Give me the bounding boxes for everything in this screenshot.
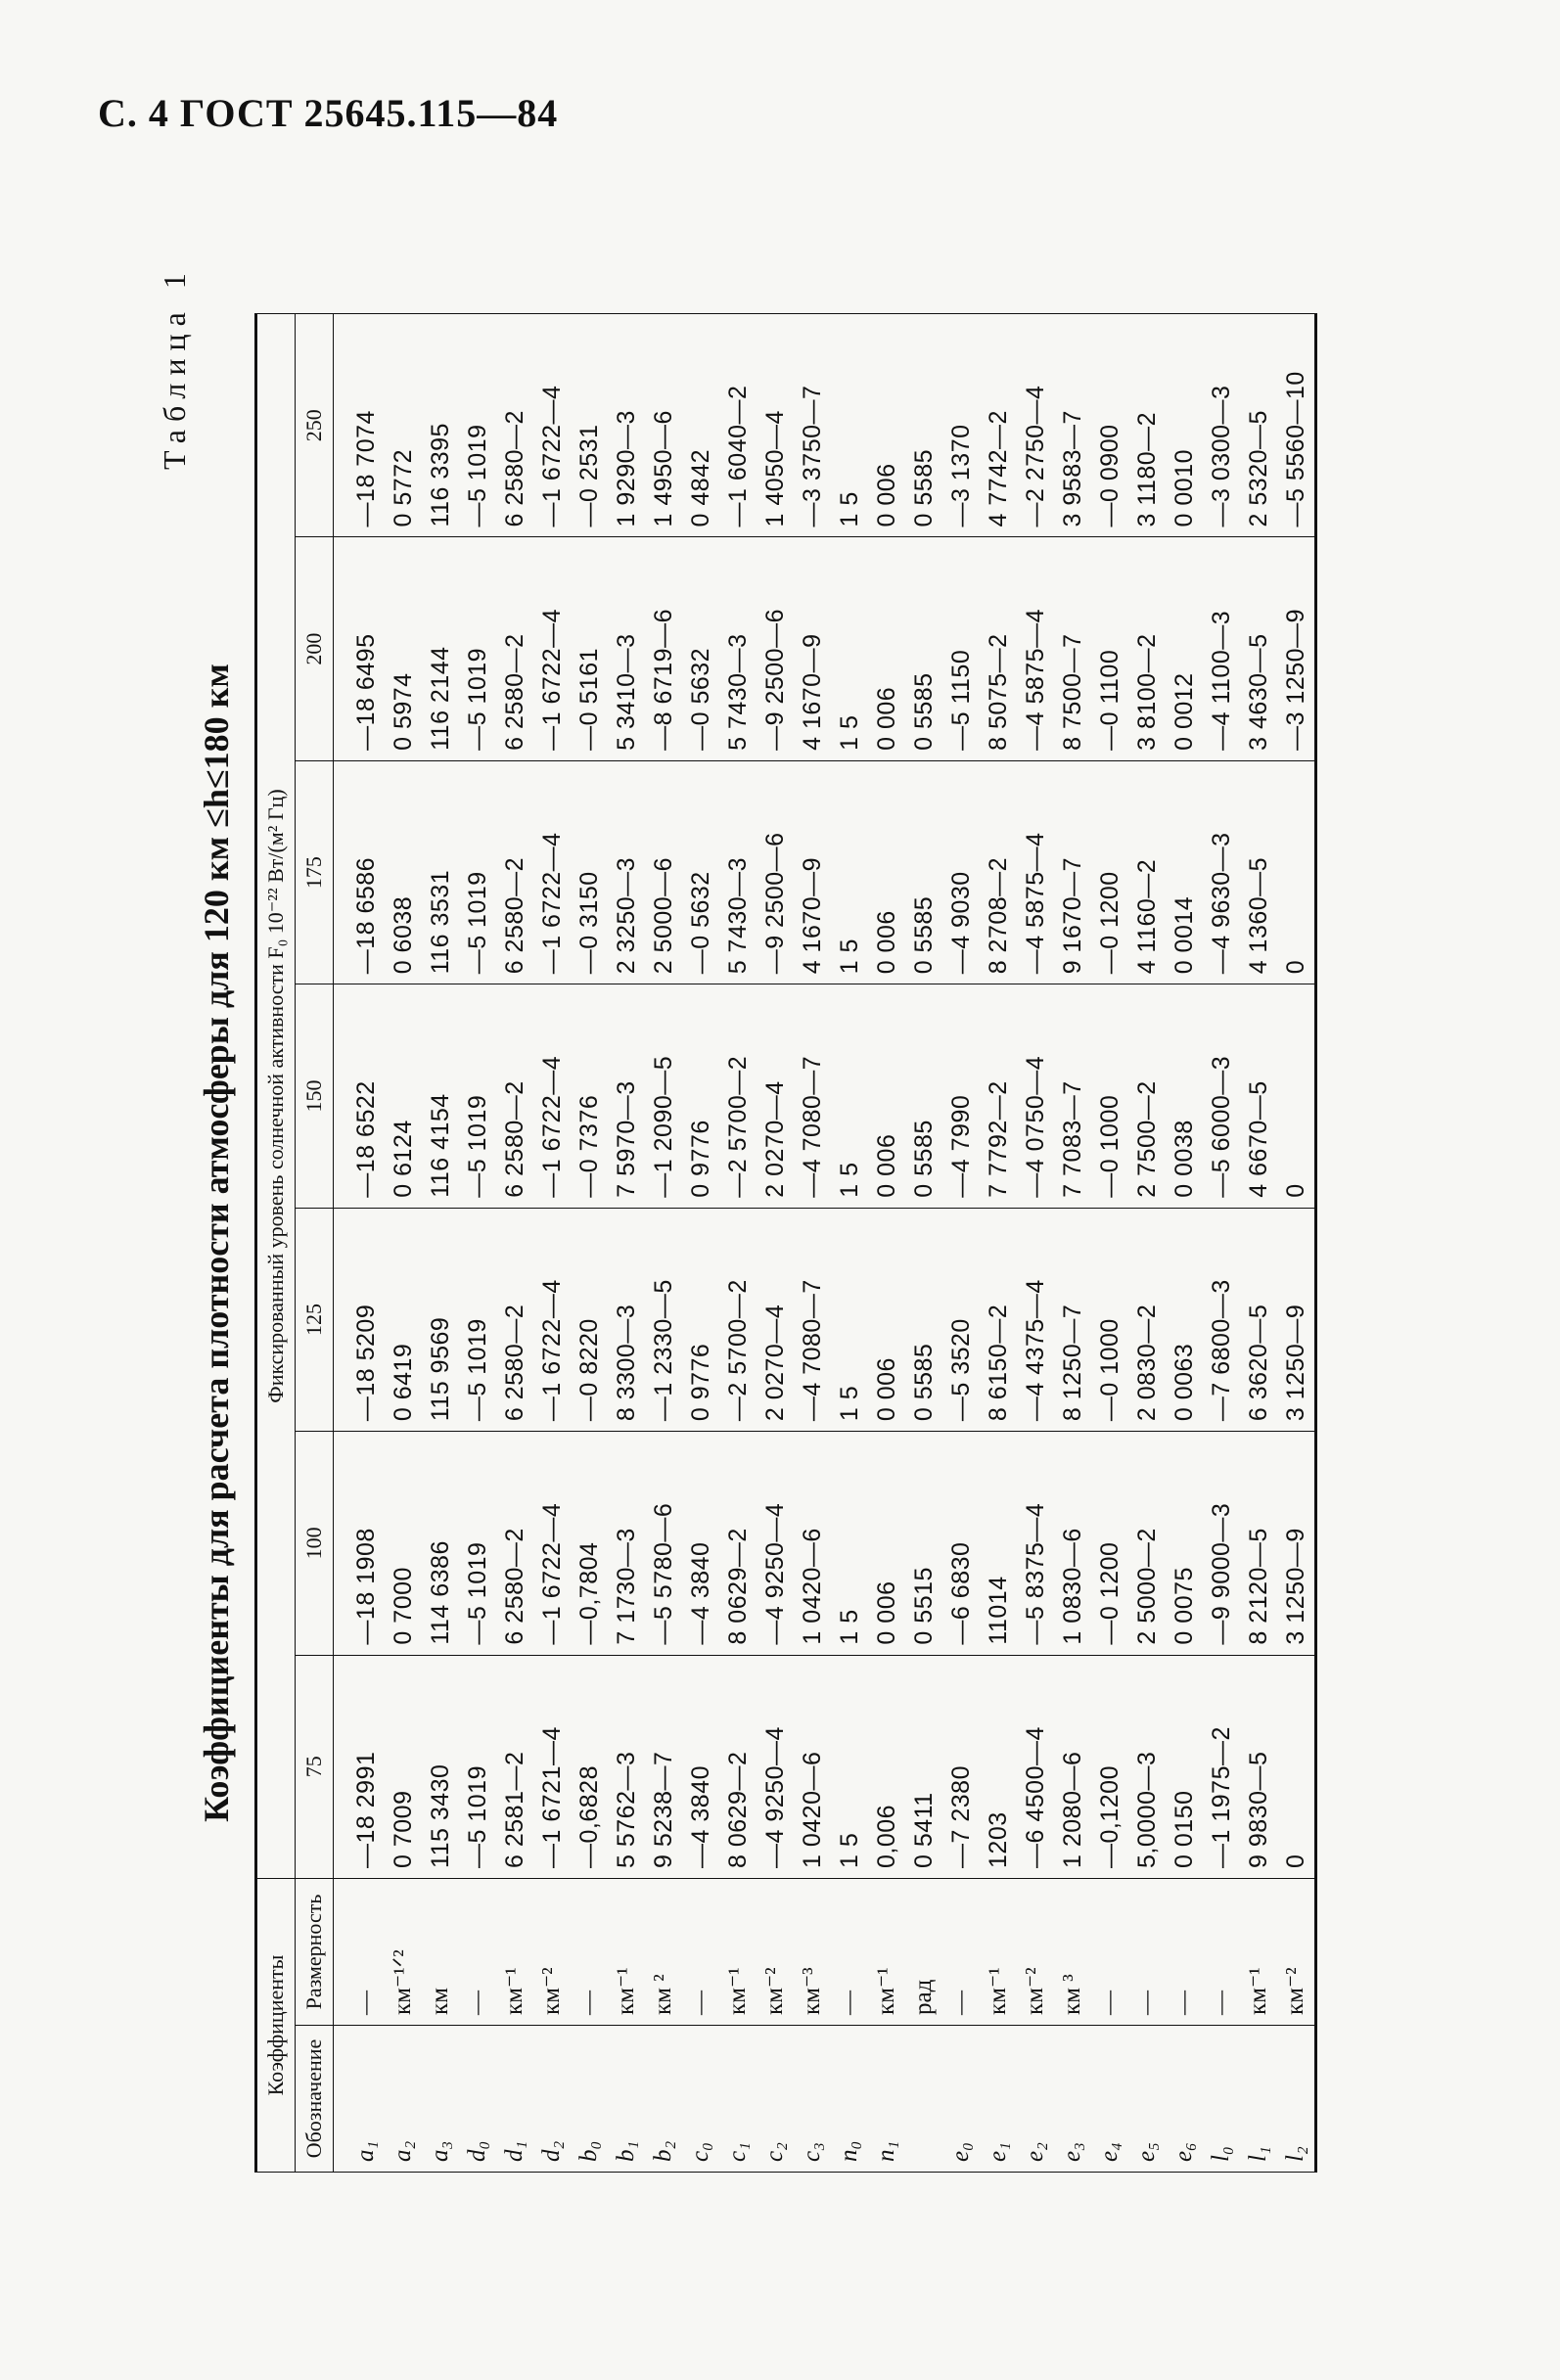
coef-value: —4 7080—7 <box>794 984 831 1208</box>
coef-value: —4 9030 <box>942 760 980 984</box>
coef-value: 0 5585 <box>905 1208 942 1431</box>
header-flux-150: 150 <box>296 984 334 1208</box>
coef-value: 8 0629—2 <box>719 1655 757 1878</box>
coef-value: 11014 <box>980 1432 1017 1655</box>
coef-value: 4 1360—5 <box>1240 760 1277 984</box>
coef-dimension: — <box>1128 1878 1166 2025</box>
coef-value: 0 0014 <box>1166 760 1203 984</box>
coef-value: —4 7990 <box>942 984 980 1208</box>
coef-value: 0 <box>1277 760 1316 984</box>
coef-symbol: c₂ <box>757 2026 794 2173</box>
coef-symbol: e₀ <box>942 2026 980 2173</box>
header-flux-100: 100 <box>296 1432 334 1655</box>
coefficients-table <box>254 313 1317 2173</box>
coef-value: —5 6000—3 <box>1203 984 1240 1208</box>
coef-value: 6 2580—2 <box>496 1432 533 1655</box>
coef-dimension: км⁻¹ <box>608 1878 645 2025</box>
coef-value: 4 6670—5 <box>1240 984 1277 1208</box>
coef-value: 0 0038 <box>1166 984 1203 1208</box>
coef-value: 116 3395 <box>422 314 459 537</box>
coef-symbol: l₀ <box>1203 2026 1240 2173</box>
coef-value: —1 6722—4 <box>533 314 571 537</box>
coef-value: 116 4154 <box>422 984 459 1208</box>
table-row <box>1277 314 1316 2173</box>
table-row <box>459 314 496 2173</box>
coef-value: 6 2581—2 <box>496 1655 533 1878</box>
table-row <box>1017 314 1054 2173</box>
coef-dimension: — <box>1166 1878 1203 2025</box>
coef-value: —4 3840 <box>682 1655 719 1878</box>
coef-value: 5 5762—3 <box>608 1655 645 1878</box>
coef-value: 0 0075 <box>1166 1432 1203 1655</box>
table-row <box>422 314 459 2173</box>
coef-value: 2 0830—2 <box>1128 1208 1166 1431</box>
coef-value: —3 0300—3 <box>1203 314 1240 537</box>
coef-value: —5 1019 <box>459 1432 496 1655</box>
coef-value: 116 3531 <box>422 760 459 984</box>
coef-value: —6 4500—4 <box>1017 1655 1054 1878</box>
coef-value: —0 3150 <box>571 760 608 984</box>
coef-value: 1 4050—4 <box>757 314 794 537</box>
coef-value: —0 1100 <box>1091 537 1128 760</box>
coef-value: 6 2580—2 <box>496 760 533 984</box>
coef-value: —1 2330—5 <box>645 1208 682 1431</box>
coef-value: 8 7500—7 <box>1054 537 1091 760</box>
rotated-table-area <box>157 215 1409 2173</box>
coef-value: 3 4630—5 <box>1240 537 1277 760</box>
coef-symbol: e₃ <box>1054 2026 1091 2173</box>
coef-value: —0 7376 <box>571 984 608 1208</box>
coef-value: —5 1019 <box>459 1208 496 1431</box>
coef-value: 3 8100—2 <box>1128 537 1166 760</box>
coef-dimension: км⁻² <box>1017 1878 1054 2025</box>
coef-value: 0 5585 <box>905 314 942 537</box>
header-designation: Обозначение <box>296 2026 334 2173</box>
coef-value: 1 4950—6 <box>645 314 682 537</box>
coef-dimension: км <box>422 1878 459 2025</box>
coef-value: —1 6722—4 <box>533 984 571 1208</box>
table-label: Таблица 1 <box>157 265 192 470</box>
table-row <box>1128 314 1166 2173</box>
coef-value: 0 6124 <box>385 984 422 1208</box>
coef-value: 0 006 <box>868 984 905 1208</box>
coef-value: 2 0270—4 <box>757 1208 794 1431</box>
coef-value: —9 2500—6 <box>757 760 794 984</box>
coef-value: 2 5000—2 <box>1128 1432 1166 1655</box>
table-row <box>682 314 719 2173</box>
coef-dimension: км⁻¹ <box>1240 1878 1277 2025</box>
coef-value: —5 5780—6 <box>645 1432 682 1655</box>
coef-value: 0 4842 <box>682 314 719 537</box>
coef-value: —8 6719—6 <box>645 537 682 760</box>
coef-value: —18 6522 <box>334 984 386 1208</box>
coef-value: 8 3300—3 <box>608 1208 645 1431</box>
coef-value: 2 0270—4 <box>757 984 794 1208</box>
coef-value: —1 2090—5 <box>645 984 682 1208</box>
coef-dimension: — <box>459 1878 496 2025</box>
coef-value: 1 0420—6 <box>794 1432 831 1655</box>
coef-value: 1 5 <box>831 1208 868 1431</box>
coef-value: —4 9250—4 <box>757 1655 794 1878</box>
coef-value: 3 1250—9 <box>1277 1208 1316 1431</box>
coef-value: —9 9000—3 <box>1203 1432 1240 1655</box>
coef-value: —18 6586 <box>334 760 386 984</box>
table-row <box>757 314 794 2173</box>
coef-value: —7 6800—3 <box>1203 1208 1240 1431</box>
coef-symbol: b₁ <box>608 2026 645 2173</box>
header-coefficients: Коэффициенты <box>256 1878 296 2172</box>
coef-value: —0 5161 <box>571 537 608 760</box>
table-row <box>608 314 645 2173</box>
coef-dimension: км⁻² <box>533 1878 571 2025</box>
coef-value: 0 006 <box>868 314 905 537</box>
coef-value: 3 1250—9 <box>1277 1432 1316 1655</box>
table-row <box>1091 314 1128 2173</box>
coef-value: —0 0900 <box>1091 314 1128 537</box>
coef-value: 0 5515 <box>905 1432 942 1655</box>
table-row <box>980 314 1017 2173</box>
coef-symbol: d₁ <box>496 2026 533 2173</box>
table-row <box>645 314 682 2173</box>
table-row <box>533 314 571 2173</box>
coef-value: —4 4375—4 <box>1017 1208 1054 1431</box>
coef-value: 4 1670—9 <box>794 537 831 760</box>
coef-value: —18 5209 <box>334 1208 386 1431</box>
table-row <box>571 314 608 2173</box>
coef-symbol: e₆ <box>1166 2026 1203 2173</box>
coef-value: 2 3250—3 <box>608 760 645 984</box>
coef-value: —0 1000 <box>1091 1208 1128 1431</box>
coef-value: —0 2531 <box>571 314 608 537</box>
coef-dimension: км⁻³ <box>794 1878 831 2025</box>
coef-symbol: d₂ <box>533 2026 571 2173</box>
coef-value: 6 2580—2 <box>496 537 533 760</box>
coef-value: —4 0750—4 <box>1017 984 1054 1208</box>
coef-value: —5 3520 <box>942 1208 980 1431</box>
table-title: Коэффициенты для расчета плотности атмосферы для 120 км ≤h≤180 км <box>197 664 236 1822</box>
coef-dimension: — <box>334 1878 386 2025</box>
coef-value: 116 2144 <box>422 537 459 760</box>
coef-value: 8 2120—5 <box>1240 1432 1277 1655</box>
coef-value: —5 1019 <box>459 537 496 760</box>
coef-value: 0 006 <box>868 537 905 760</box>
coef-value: —2 5700—2 <box>719 984 757 1208</box>
coef-value: —4 5875—4 <box>1017 537 1054 760</box>
coef-symbol: e₁ <box>980 2026 1017 2173</box>
header-flux-75: 75 <box>296 1655 334 1878</box>
coef-value: —4 9630—3 <box>1203 760 1240 984</box>
coef-dimension: км⁻¹ᐟ² <box>385 1878 422 2025</box>
coef-value: 1 0830—6 <box>1054 1432 1091 1655</box>
header-flux-250: 250 <box>296 314 334 537</box>
coef-symbol: l₂ <box>1277 2026 1316 2173</box>
coef-value: —5 1019 <box>459 1655 496 1878</box>
coef-value: 2 5000—6 <box>645 760 682 984</box>
coef-value: 7 1730—3 <box>608 1432 645 1655</box>
coef-value: 1 5 <box>831 537 868 760</box>
table-row <box>1166 314 1203 2173</box>
coef-symbol: c₁ <box>719 2026 757 2173</box>
coef-value: —0 5632 <box>682 760 719 984</box>
coef-value: 0 6038 <box>385 760 422 984</box>
coef-value: 6 2580—2 <box>496 1208 533 1431</box>
coef-value: 0 006 <box>868 1432 905 1655</box>
coef-value: 1 5 <box>831 1432 868 1655</box>
coef-value: —5 1019 <box>459 314 496 537</box>
coef-symbol: c₀ <box>682 2026 719 2173</box>
coef-value: 3 1180—2 <box>1128 314 1166 537</box>
table-row <box>831 314 868 2173</box>
coef-value: 5 7430—3 <box>719 537 757 760</box>
coef-value: —5 1019 <box>459 984 496 1208</box>
coef-dimension: км ² <box>645 1878 682 2025</box>
header-flux-level: Фиксированный уровень солнечной активности F₀ 10⁻²² Вт/(м² Гц) <box>256 314 296 1879</box>
coef-value: —2 2750—4 <box>1017 314 1054 537</box>
table-row <box>385 314 422 2173</box>
coef-symbol: a₂ <box>385 2026 422 2173</box>
coef-value: 0 006 <box>868 760 905 984</box>
coef-value: 3 9583—7 <box>1054 314 1091 537</box>
coef-value: —3 1370 <box>942 314 980 537</box>
coef-value: —1 6722—4 <box>533 537 571 760</box>
coef-value: —5 5560—10 <box>1277 314 1316 537</box>
coef-value: 7 7083—7 <box>1054 984 1091 1208</box>
coef-value: —0 5632 <box>682 537 719 760</box>
coef-value: 6 3620—5 <box>1240 1208 1277 1431</box>
coef-value: 4 1160—2 <box>1128 760 1166 984</box>
coef-value: —18 6495 <box>334 537 386 760</box>
coef-value: 1 2080—6 <box>1054 1655 1091 1878</box>
coef-value: 9 5238—7 <box>645 1655 682 1878</box>
header-dimension: Размерность <box>296 1878 334 2025</box>
coef-value: 0 0150 <box>1166 1655 1203 1878</box>
coef-value: 4 1670—9 <box>794 760 831 984</box>
coef-value: 0 5585 <box>905 760 942 984</box>
coef-value: 6 2580—2 <box>496 314 533 537</box>
coef-value: —1 6721—4 <box>533 1655 571 1878</box>
coef-value: —1 6722—4 <box>533 1208 571 1431</box>
coef-value: 8 1250—7 <box>1054 1208 1091 1431</box>
coef-value: 1 5 <box>831 984 868 1208</box>
coef-value: —1 6040—2 <box>719 314 757 537</box>
coef-value: 114 6386 <box>422 1432 459 1655</box>
coef-symbol: a₁ <box>334 2026 386 2173</box>
coef-value: 6 2580—2 <box>496 984 533 1208</box>
coef-value: —1 6722—4 <box>533 1432 571 1655</box>
coef-dimension: рад <box>905 1878 942 2025</box>
coef-value: 0 0063 <box>1166 1208 1203 1431</box>
coef-value: 9 1670—7 <box>1054 760 1091 984</box>
header-flux-175: 175 <box>296 760 334 984</box>
coef-value: —5 1150 <box>942 537 980 760</box>
coef-symbol: a₃ <box>422 2026 459 2173</box>
coef-value: —5 8375—4 <box>1017 1432 1054 1655</box>
coef-symbol: n₁ <box>868 2026 905 2173</box>
coef-dimension: — <box>831 1878 868 2025</box>
table-row <box>794 314 831 2173</box>
coef-symbol: e₅ <box>1128 2026 1166 2173</box>
coef-value: —0 1000 <box>1091 984 1128 1208</box>
coef-value: —0,1200 <box>1091 1655 1128 1878</box>
coef-value: 8 6150—2 <box>980 1208 1017 1431</box>
coef-symbol: e₄ <box>1091 2026 1128 2173</box>
coef-value: 8 2708—2 <box>980 760 1017 984</box>
coef-value: —7 2380 <box>942 1655 980 1878</box>
coef-value: 1 0420—6 <box>794 1655 831 1878</box>
coef-value: 0 9776 <box>682 1208 719 1431</box>
coef-value: 1 5 <box>831 1655 868 1878</box>
coef-value: —0 8220 <box>571 1208 608 1431</box>
coef-value: —0 1200 <box>1091 1432 1128 1655</box>
coef-value: 0 9776 <box>682 984 719 1208</box>
coef-value: —0,7804 <box>571 1432 608 1655</box>
coef-value: —1 6722—4 <box>533 760 571 984</box>
coef-symbol: b₀ <box>571 2026 608 2173</box>
coef-dimension: км ³ <box>1054 1878 1091 2025</box>
coef-value: 5,0000—3 <box>1128 1655 1166 1878</box>
coef-dimension: км⁻¹ <box>980 1878 1017 2025</box>
coef-dimension: км⁻² <box>1277 1878 1316 2025</box>
coef-value: —9 2500—6 <box>757 537 794 760</box>
coef-symbol: n₀ <box>831 2026 868 2173</box>
coef-value: 1 5 <box>831 314 868 537</box>
coef-value: —18 2991 <box>334 1655 386 1878</box>
coef-value: —3 1250—9 <box>1277 537 1316 760</box>
coef-value: —0 1200 <box>1091 760 1128 984</box>
coef-value: 5 3410—3 <box>608 537 645 760</box>
table-row <box>1054 314 1091 2173</box>
coef-symbol: b₂ <box>645 2026 682 2173</box>
coef-value: 7 7792—2 <box>980 984 1017 1208</box>
coef-value: 8 0629—2 <box>719 1432 757 1655</box>
coef-symbol: e₂ <box>1017 2026 1054 2173</box>
header-flux-200: 200 <box>296 537 334 760</box>
header-flux-125: 125 <box>296 1208 334 1431</box>
coef-value: 0 7000 <box>385 1432 422 1655</box>
coef-value: 1 9290—3 <box>608 314 645 537</box>
coef-value: 115 3430 <box>422 1655 459 1878</box>
coef-dimension: — <box>682 1878 719 2025</box>
table-row <box>905 314 942 2173</box>
table-row <box>1203 314 1240 2173</box>
coef-value: 4 7742—2 <box>980 314 1017 537</box>
coef-value: 0 006 <box>868 1208 905 1431</box>
table-row <box>334 314 386 2173</box>
coef-value: —5 1019 <box>459 760 496 984</box>
coef-value: 0 <box>1277 984 1316 1208</box>
coef-value: 0,006 <box>868 1655 905 1878</box>
coef-value: 2 5320—5 <box>1240 314 1277 537</box>
coef-value: 0 6419 <box>385 1208 422 1431</box>
table-row <box>1240 314 1277 2173</box>
coef-value: 8 5075—2 <box>980 537 1017 760</box>
table-row <box>942 314 980 2173</box>
table-row <box>868 314 905 2173</box>
coef-value: —4 9250—4 <box>757 1432 794 1655</box>
coef-value: 0 0010 <box>1166 314 1203 537</box>
coef-value: —0,6828 <box>571 1655 608 1878</box>
coef-value: 5 7430—3 <box>719 760 757 984</box>
page-header: С. 4 ГОСТ 25645.115—84 <box>98 91 559 135</box>
coef-value: 115 9569 <box>422 1208 459 1431</box>
coef-dimension: — <box>571 1878 608 2025</box>
coef-dimension: км⁻¹ <box>496 1878 533 2025</box>
coef-value: —6 6830 <box>942 1432 980 1655</box>
coef-value: —3 3750—7 <box>794 314 831 537</box>
coef-value: —4 5875—4 <box>1017 760 1054 984</box>
coef-value: —4 7080—7 <box>794 1208 831 1431</box>
coef-dimension: км⁻¹ <box>868 1878 905 2025</box>
coef-value: 1203 <box>980 1655 1017 1878</box>
coef-value: 7 5970—3 <box>608 984 645 1208</box>
coef-dimension: км⁻¹ <box>719 1878 757 2025</box>
coef-symbol: l₁ <box>1240 2026 1277 2173</box>
coef-value: 0 7009 <box>385 1655 422 1878</box>
coef-value: 9 9830—5 <box>1240 1655 1277 1878</box>
coef-value: 0 5411 <box>905 1655 942 1878</box>
coef-dimension: — <box>1203 1878 1240 2025</box>
coef-value: 2 7500—2 <box>1128 984 1166 1208</box>
coef-value: —4 3840 <box>682 1432 719 1655</box>
coef-value: 1 5 <box>831 760 868 984</box>
coef-value: —18 7074 <box>334 314 386 537</box>
table-row <box>719 314 757 2173</box>
coef-symbol: c₃ <box>794 2026 831 2173</box>
coef-value: —4 1100—3 <box>1203 537 1240 760</box>
coef-value: —2 5700—2 <box>719 1208 757 1431</box>
coef-value: 0 5772 <box>385 314 422 537</box>
table-row <box>496 314 533 2173</box>
coef-dimension: км⁻² <box>757 1878 794 2025</box>
coef-dimension: — <box>1091 1878 1128 2025</box>
coef-value: 0 5974 <box>385 537 422 760</box>
coef-value: —18 1908 <box>334 1432 386 1655</box>
coef-value: 0 5585 <box>905 984 942 1208</box>
coef-symbol: d₀ <box>459 2026 496 2173</box>
coef-symbol <box>905 2026 942 2173</box>
coef-dimension: — <box>942 1878 980 2025</box>
coef-value: 0 5585 <box>905 537 942 760</box>
coef-value: 0 <box>1277 1655 1316 1878</box>
coef-value: 0 0012 <box>1166 537 1203 760</box>
coef-value: —1 1975—2 <box>1203 1655 1240 1878</box>
